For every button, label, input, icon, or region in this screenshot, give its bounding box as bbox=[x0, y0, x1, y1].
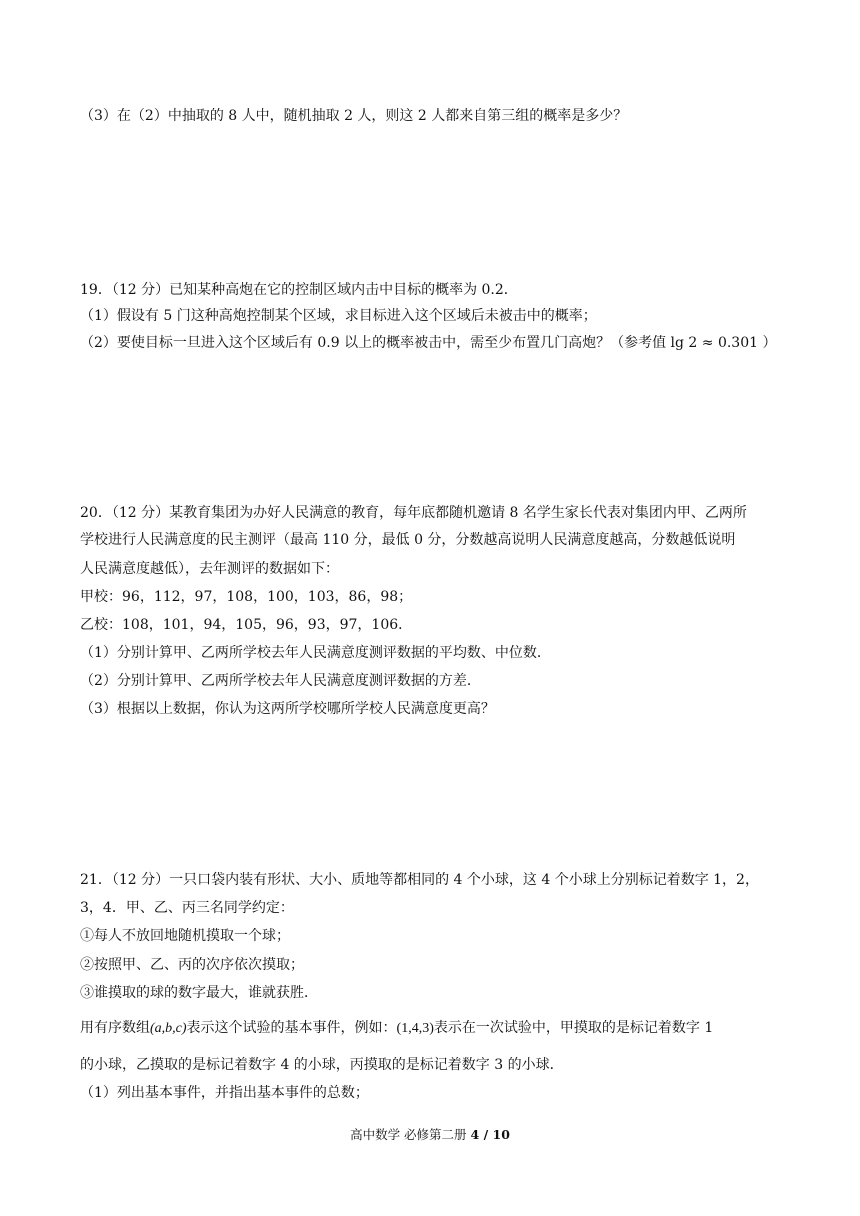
q19-stem: 19．（12 分）已知某种高炮在它的控制区域内击中目标的概率为 0.2． bbox=[80, 282, 518, 298]
q21-stem-line1: 21．（12 分）一只口袋内装有形状、大小、质地等都相同的 4 个小球，这 4 个小球上分别标记着数字 1，2， bbox=[80, 872, 759, 888]
q21-rule3: ③谁摸取的球的数字最大，谁就获胜． bbox=[80, 985, 318, 1001]
q20-stem-line1: 20．（12 分）某教育集团为办好人民满意的教育，每年底都随机邀请 8 名学生家长代表对集团内甲、乙两所 bbox=[80, 505, 747, 521]
q21-tuple-example: (1,4,3) bbox=[396, 1021, 434, 1036]
q21-tuple-line2: 的小球，乙摸取的是标记着数字 4 的小球，丙摸取的是标记着数字 3 的小球． bbox=[80, 1057, 564, 1073]
q21-stem-line2: 3，4．甲、乙、丙三名同学约定： bbox=[80, 900, 294, 916]
q20-part1: （1）分别计算甲、乙两所学校去年人民满意度测评数据的平均数、中位数． bbox=[80, 645, 551, 661]
q21-rule1: ①每人不放回地随机摸取一个球； bbox=[80, 928, 290, 944]
q20-part3: （3）根据以上数据，你认为这两所学校哪所学校人民满意度更高？ bbox=[80, 701, 495, 717]
q18-part3: （3）在（2）中抽取的 8 人中，随机抽取 2 人，则这 2 人都来自第三组的概率是多少？ bbox=[80, 108, 628, 124]
q20-stem-line3: 人民满意度越低），去年测评的数据如下： bbox=[80, 561, 339, 577]
footer-page-number: 4 / 10 bbox=[470, 1127, 510, 1142]
q20-school-a-data: 甲校：96，112，97，108，100，103，86，98； bbox=[80, 589, 413, 605]
q21-part1: （1）列出基本事件，并指出基本事件的总数； bbox=[80, 1085, 369, 1101]
q19-part1: （1）假设有 5 门这种高炮控制某个区域，求目标进入这个区域后未被击中的概率； bbox=[80, 308, 597, 324]
q20-school-b-data: 乙校：108，101，94，105，96，93，97，106． bbox=[80, 617, 413, 633]
q21-tuple-line1 bbox=[80, 1018, 713, 1039]
q21-tuple-intro-b: 表示这个试验的基本事件，例如： bbox=[186, 1020, 397, 1036]
q21-tuple-intro-c: 表示在一次试验中，甲摸取的是标记着数字 1 bbox=[433, 1020, 714, 1036]
q20-stem-line2: 学校进行人民满意度的民主测评（最高 110 分，最低 0 分，分数越高说明人民满意度越高，分数越低说明 bbox=[80, 532, 736, 548]
q19-part2: （2）要使目标一旦进入这个区域后有 0.9 以上的概率被击中，需至少布置几门高炮？（参考值 lg 2 ≈ 0.301 ） bbox=[80, 335, 777, 351]
q21-tuple-abc: (a,b,c) bbox=[150, 1021, 187, 1036]
q21-tuple-intro-a: 用有序数组 bbox=[80, 1020, 150, 1036]
page-footer bbox=[0, 1126, 860, 1144]
q21-rule2: ②按照甲、乙、丙的次序依次摸取； bbox=[80, 957, 304, 973]
q20-part2: （2）分别计算甲、乙两所学校去年人民满意度测评数据的方差． bbox=[80, 673, 481, 689]
footer-subject: 高中数学 必修第二册 bbox=[350, 1127, 471, 1142]
